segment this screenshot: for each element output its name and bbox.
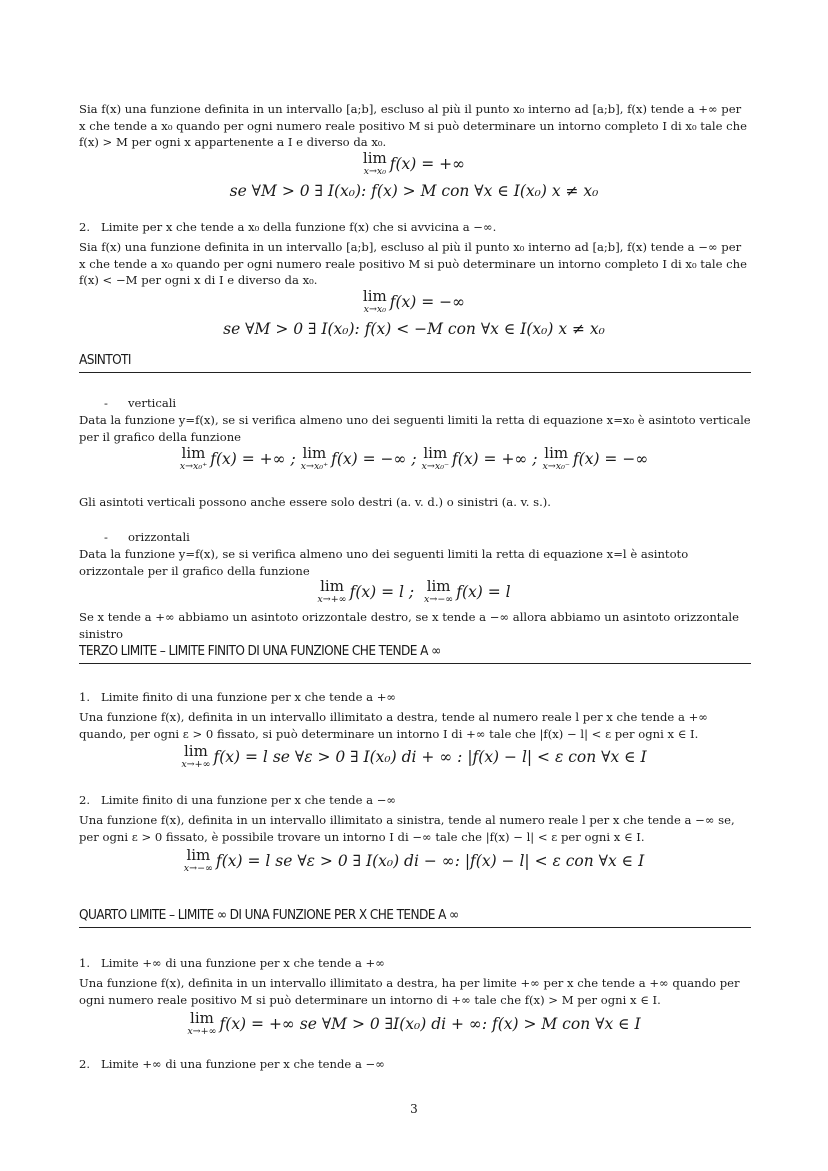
equation-infinite-limit-plus: lim x→+∞ f(x) = +∞ se ∀M > 0 ∃I(x₀) di + ∞: f(x) > M con ∀x ∈ I (187, 1009, 641, 1037)
paragraph-definition-plus-infinity: Sia f(x) una funzione definita in un intervallo [a;b], escluso al più il punto x₀ interno ad [a;b], f(x) tende a +∞ per x che tende a x₀ quando per ogni numero reale positivo M si può determinare un intorno completo I di x₀ tale che f(x) > M per ogni x appartenente a I e diverso da x₀. (79, 102, 747, 149)
limit-operator: lim x→−∞ (424, 577, 454, 605)
equation-vertical-limits: lim x→x₀⁺ f(x) = +∞ ; lim x→x₀⁺ f(x) = −∞ ; lim x→x₀⁻ f(x) = +∞ ; lim x→x₀⁻ f(x) = −∞ (179, 444, 649, 472)
equation-limit-minus-infinity: lim x→x₀ f(x) = −∞ (362, 287, 466, 315)
paragraph-vertical-note: Gli asintoti verticali possono anche essere solo destri (a. v. d.) o sinistri (a. v. s.). (79, 495, 551, 509)
list-item-2: 2. Limite finito di una funzione per x che tende a −∞ (79, 793, 397, 807)
paragraph-vertical-asymptote: Data la funzione y=f(x), se si verifica almeno uno dei seguenti limiti la retta di equazione x=x₀ è asintoto verticale per il grafico della funzione (79, 413, 751, 444)
equation-horizontal-limits: lim x→+∞ f(x) = l ; lim x→−∞ f(x) = l (317, 577, 511, 605)
limit-operator: lim x→x₀⁻ (421, 444, 450, 472)
limit-operator: lim x→+∞ (181, 742, 211, 770)
limit-operator: lim x→x₀ (362, 287, 387, 315)
equation-condition-minus-infinity: se ∀M > 0 ∃ I(x₀): f(x) < −M con ∀x ∈ I(x₀) x ≠ x₀ (223, 320, 605, 338)
list-item-1: 1. Limite +∞ di una funzione per x che tende a +∞ (79, 956, 385, 970)
heading-terzo-limite: TERZO LIMITE – LIMITE FINITO DI UNA FUNZIONE CHE TENDE A ∞ (79, 643, 751, 664)
bullet-verticali: - verticali (104, 396, 177, 410)
paragraph-horizontal-asymptote: Data la funzione y=f(x), se si verifica almeno uno dei seguenti limiti la retta di equazione x=l è asintoto orizzontale per il grafico della funzione (79, 547, 689, 578)
list-item-2: 2. Limite +∞ di una funzione per x che tende a −∞ (79, 1057, 385, 1071)
equation-limit-plus-infinity: lim x→x₀ f(x) = +∞ (362, 149, 466, 177)
list-item-1: 1. Limite finito di una funzione per x che tende a +∞ (79, 690, 397, 704)
limit-operator: lim x→x₀ (362, 149, 387, 177)
limit-operator: lim x→+∞ (317, 577, 347, 605)
paragraph-infinite-limit-plus: Una funzione f(x), definita in un intervallo illimitato a destra, ha per limite +∞ per x che tende a +∞ quando per ogni numero reale positivo M si può determinare un intorno di +∞ tale che f(x) > M per ogni x ∈ I. (79, 976, 740, 1007)
bullet-orizzontali: - orizzontali (104, 530, 190, 544)
paragraph-definition-minus-infinity: Sia f(x) una funzione definita in un intervallo [a;b], escluso al più il punto x₀ interno ad [a;b], f(x) tende a −∞ per x che tende a x₀ quando per ogni numero reale positivo M si può determinare un intorno completo I di x₀ tale che f(x) < −M per ogni x di I e diverso da x₀. (79, 240, 747, 287)
limit-operator: lim x→+∞ (187, 1009, 217, 1037)
paragraph-finite-limit-minus: Una funzione f(x), definita in un intervallo illimitato a sinistra, tende al numero reale l per x che tende a −∞ se, per ogni ε > 0 fissato, è possibile trovare un intorno I di −∞ tale che |f(x) − l| < ε per ogni x ∈ I. (79, 813, 735, 844)
limit-operator: lim x→x₀⁺ (179, 444, 208, 472)
paragraph-finite-limit-plus: Una funzione f(x), definita in un intervallo illimitato a destra, tende al numero reale l per x che tende a +∞ quando, per ogni ε > 0 fissato, si può determinare un intorno I di +∞ tale che |f(x) − l| < ε per ogni x ∈ I. (79, 710, 708, 741)
page-number: 3 (410, 1102, 418, 1116)
paragraph-horizontal-note: Se x tende a +∞ abbiamo un asintoto orizzontale destro, se x tende a −∞ allora abbiamo un asintoto orizzontale sinistro (79, 610, 739, 641)
limit-operator: lim x→x₀⁻ (542, 444, 570, 472)
equation-finite-limit-plus: lim x→+∞ f(x) = l se ∀ε > 0 ∃ I(x₀) di + ∞ : |f(x) − l| < ε con ∀x ∈ I (181, 742, 647, 770)
list-item-2: 2. Limite per x che tende a x₀ della funzione f(x) che si avvicina a −∞. (79, 220, 497, 234)
limit-operator: lim x→−∞ (183, 846, 213, 874)
heading-quarto-limite: QUARTO LIMITE – LIMITE ∞ DI UNA FUNZIONE PER X CHE TENDE A ∞ (79, 907, 751, 928)
equation-condition-plus-infinity: se ∀M > 0 ∃ I(x₀): f(x) > M con ∀x ∈ I(x₀) x ≠ x₀ (229, 182, 599, 200)
limit-operator: lim x→x₀⁺ (300, 444, 329, 472)
heading-asintoti: ASINTOTI (79, 352, 751, 373)
equation-finite-limit-minus: lim x→−∞ f(x) = l se ∀ε > 0 ∃ I(x₀) di − ∞: |f(x) − l| < ε con ∀x ∈ I (183, 846, 645, 874)
